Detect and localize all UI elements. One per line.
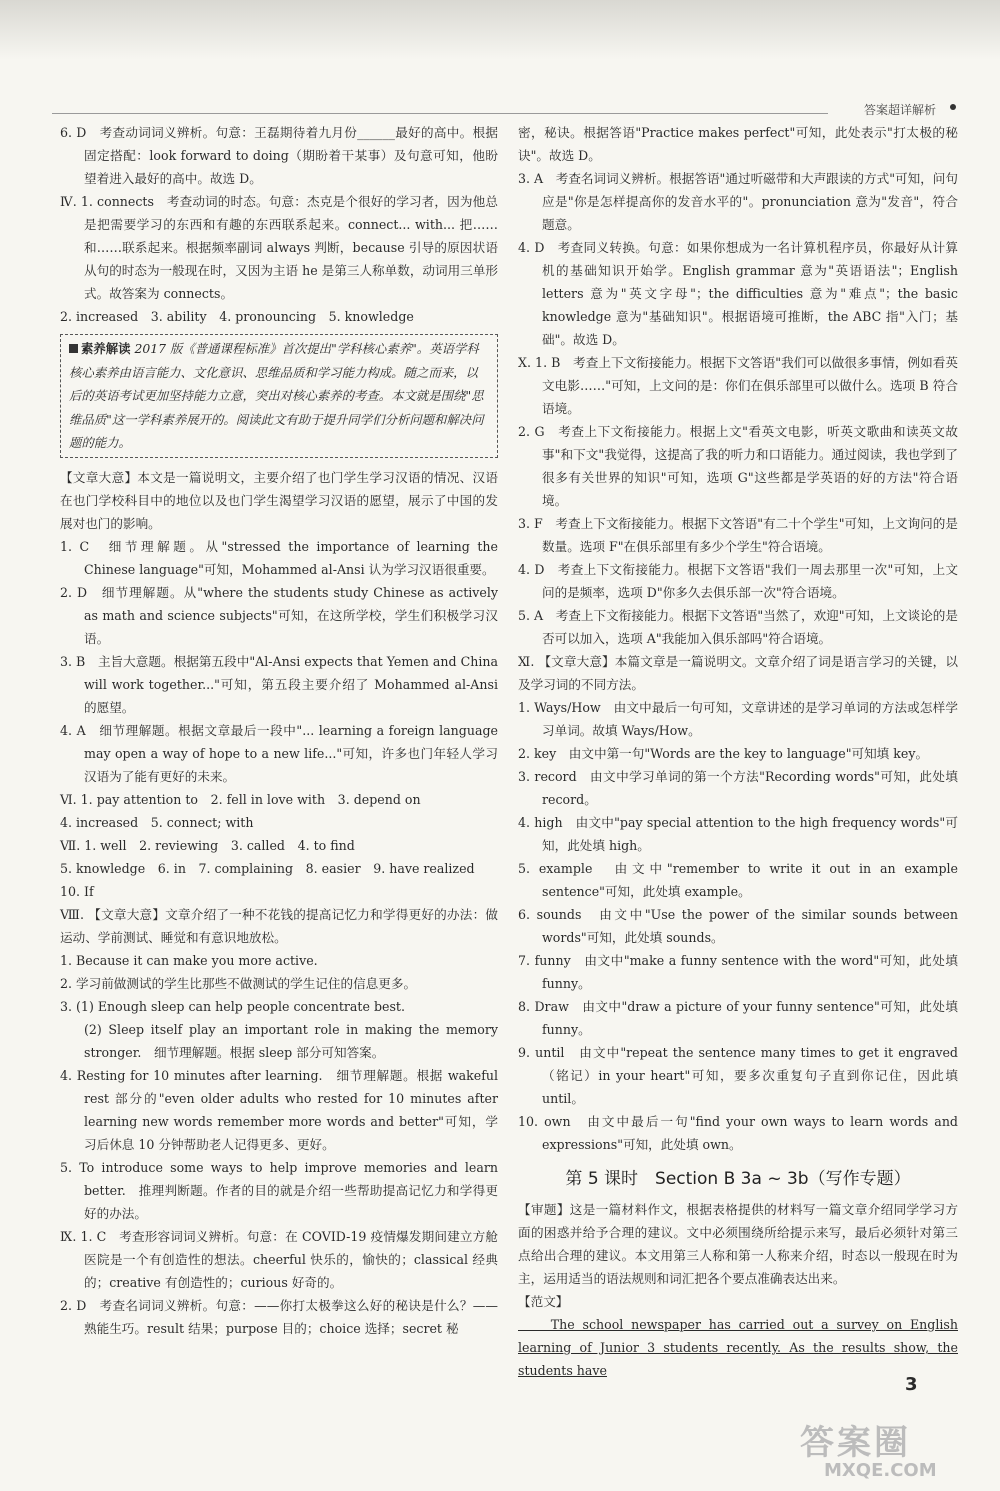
answer-item: 2. increased 3. ability 4. pronouncing 5. knowledge — [60, 309, 414, 324]
note-text: 2017 版《普通课程标准》首次提出"学科核心素养"。英语学科核心素养由语言能力、文化意识、思维品质和学习能力构成。随之而来，以后的英语考试更加坚持能力立意，突出对核心素养的考查。本文就是围绕"思维品质"这一学科素养展开的。阅读此文有助于提升同学们分析问题和解决问题的能力。 — [69, 341, 484, 450]
answer-item: 5. example 由文中"remember to write it out in an example sentence"可知，此处填 example。 — [518, 861, 958, 899]
literacy-note-box — [60, 334, 498, 458]
answer-item: 2. 学习前做测试的学生比那些不做测试的学生记住的信息更多。 — [60, 975, 417, 991]
header-rule — [52, 113, 828, 114]
answer-item: Ⅷ. 【文章大意】文章介绍了一种不花钱的提高记忆力和学得更好的办法：做运动、学前测试、睡觉和有意识地放松。 — [60, 906, 498, 945]
answer-item: 5. knowledge 6. in 7. complaining 8. easier 9. have realized — [60, 860, 475, 876]
answer-item: 10. If — [60, 883, 94, 899]
answer-item: 4. high 由文中"pay special attention to the high frequency words"可知，此处填 high。 — [518, 815, 958, 853]
answer-item: 4. D 考查上下文衔接能力。根据下文答语"我们一周去那里一次"可知，上文问的是频率，选项 D"你多久去俱乐部一次"符合语境。 — [518, 562, 958, 600]
answer-item: 1. Because it can make you more active. — [60, 952, 318, 968]
answer-item: Ⅸ. 1. C 考查形容词词义辨析。句意：在 COVID-19 疫情爆发期间建立方舱医院是一个有创造性的想法。cheerful 快乐的，愉快的；classical 经典的；creative 有创造性的；curious 好奇的。 — [60, 1228, 498, 1290]
answer-item: (2) Sleep itself play an important role in making the memory stronger. 细节理解题。根据 sleep 部分可知答案。 — [84, 1021, 498, 1060]
watermark-logo: 答案圈 — [800, 1423, 911, 1463]
page-number: 3 — [905, 1374, 918, 1395]
answer-item: 6. D 考查动词词义辨析。句意：王磊期待着九月份______最好的高中。根据固定搭配：look forward to doing（期盼着干某事）及句意可知，他盼望着进入最好的高中。故选 D。 — [60, 125, 498, 186]
right-column — [518, 121, 958, 1382]
answer-item: 9. until 由文中"repeat the sentence many times to get it engraved（铭记）in your heart"可知，要多次重复句子直到你记住，因此填 until。 — [518, 1045, 958, 1106]
answer-item: 1. C 细节理解题。从"stressed the importance of learning the Chinese language"可知，Mohammed al-Ansi 认为学习汉语很重要。 — [60, 538, 498, 577]
answer-item: 4. Resting for 10 minutes after learning. 细节理解题。根据 wakeful rest 部分的"even older adults who rested for 10 minutes after learning new words remember more words and better"可知，学习后休息 10 分钟帮助老人记得更多、更好。 — [60, 1067, 498, 1152]
answer-item: 【文章大意】本文是一篇说明文，主要介绍了也门学生学习汉语的情况、汉语在也门学校科目中的地位以及也门学生渴望学习汉语的愿望，展示了中国的发展对也门的影响。 — [60, 469, 498, 531]
answer-item: 3. record 由文中学习单词的第一个方法"Recording words"可知，此处填 record。 — [518, 769, 958, 807]
answer-item: 10. own 由文中最后一句"find your own ways to learn words and expressions"可知，此处填 own。 — [518, 1114, 958, 1152]
square-icon — [69, 344, 78, 353]
answer-item: 6. sounds 由文中"Use the power of the similar sounds between words"可知，此处填 sounds。 — [518, 907, 958, 945]
answer-item: 7. funny 由文中"make a funny sentence with the word"可知，此处填 funny。 — [518, 953, 958, 991]
header-dot-icon — [950, 104, 956, 110]
answer-item: 4. increased 5. connect; with — [60, 814, 254, 830]
answer-item: Ⅶ. 1. well 2. reviewing 3. called 4. to find — [60, 837, 355, 853]
answer-item: Ⅵ. 1. pay attention to 2. fell in love with 3. depend on — [60, 791, 421, 807]
model-essay-text: The school newspaper has carried out a survey on English learning of Junior 3 students recently. As the results show, the students have — [518, 1317, 958, 1378]
answer-item: Ⅹ. 1. B 考查上下文衔接能力。根据下文答语"我们可以做很多事情，例如看英文电影……"可知，上文问的是：你们在俱乐部里可以做什么。选项 B 符合语境。 — [518, 355, 958, 416]
review-paragraph: 【审题】这是一篇材料作文，根据表格提供的材料写一篇文章介绍同学学习方面的困惑并给予合理的建议。文中必须围绕所给提示来写，最后必须针对第三点给出合理的建议。本文用第三人称和第一人称来介绍，时态以一般现在时为主，运用适当的语法规则和词汇把各个要点准确表达出来。 — [518, 1202, 958, 1286]
answer-item: 4. D 考查同义转换。句意：如果你想成为一名计算机程序员，你最好从计算机的基础知识开始学。English grammar 意为"英语语法"；English letters 意为"英文字母"；the difficulties 意为"难点"；the basic knowledge 意为"基础知识"。根据语境可推断，the ABC 指"入门；基础"。故选 D。 — [518, 240, 958, 347]
answer-item: 2. D 考查名词词义辨析。句意：——你打太极拳这么好的秘诀是什么？——熟能生巧。result 结果；purpose 目的；choice 选择；secret 秘 — [60, 1297, 498, 1336]
watermark-url: MXQE.COM — [824, 1460, 937, 1481]
answer-item: 8. Draw 由文中"draw a picture of your funny sentence"可知，此处填 funny。 — [518, 999, 958, 1037]
answer-item: Ⅺ. 【文章大意】本篇文章是一篇说明文。文章介绍了词是语言学习的关键，以及学习词的不同方法。 — [518, 654, 958, 692]
note-label: 素养解读 — [81, 341, 131, 356]
answer-item: 5. To introduce some ways to help improve memories and learn better. 推理判断题。作者的目的就是介绍一些帮助提高记忆力和学得更好的办法。 — [60, 1159, 498, 1221]
answer-item: 4. A 细节理解题。根据文章最后一段中"... learning a foreign language may open a way of hope to a new life..."可知，许多也门年轻人学习汉语为了能有更好的未来。 — [60, 722, 498, 784]
answer-item: 1. Ways/How 由文中最后一句可知，文章讲述的是学习单词的方法或怎样学习单词。故填 Ways/How。 — [518, 700, 958, 738]
answer-item: 5. A 考查上下文衔接能力。根据下文答语"当然了，欢迎"可知，上文谈论的是否可以加入，选项 A"我能加入俱乐部吗"符合语境。 — [518, 608, 958, 646]
section-title: 第 5 课时 Section B 3a ~ 3b（写作专题） — [565, 1169, 911, 1189]
answer-item: 3. (1) Enough sleep can help people concentrate best. — [60, 998, 405, 1014]
model-essay-label: 【范文】 — [518, 1294, 569, 1309]
scan-shadow — [0, 0, 1000, 60]
answer-item: 2. D 细节理解题。从"where the students study Chinese as actively as math and science subjects"可知，在这所学校，学生们积极学习汉语。 — [60, 584, 498, 646]
answer-item: 3. A 考查名词词义辨析。根据答语"通过听磁带和大声跟读的方式"可知，问句应是"你是怎样提高你的发音水平的"。pronunciation 意为"发音"，符合题意。 — [518, 171, 958, 232]
answer-item: 密，秘诀。根据答语"Practice makes perfect"可知，此处表示"打太极的秘诀"。故选 D。 — [518, 125, 958, 163]
answer-item: Ⅳ. 1. connects 考查动词的时态。句意：杰克是个很好的学习者，因为他总是把需要学习的东西和有趣的东西联系起来。connect... with... 把……和……联系起来。根据频率副词 always 判断，because 引导的原因状语从句的时态为一般现在时，又因为主语 he 是第三人称单数，动词用三单形式。故答案为 connects。 — [60, 194, 498, 301]
answer-item: 2. key 由文中第一句"Words are the key to language"可知填 key。 — [518, 746, 929, 761]
left-column — [60, 121, 498, 1340]
header-title: 答案超详解析 — [863, 103, 936, 117]
answer-item: 2. G 考查上下文衔接能力。根据上文"看英文电影，听英文歌曲和读英文故事"和下文"我觉得，这提高了我的听力和口语能力。通过阅读，我也学到了很多有关世界的知识"可知，选项 G"这些都是学英语的好的方法"符合语境。 — [518, 424, 958, 508]
answer-item: 3. F 考查上下文衔接能力。根据下文答语"有二十个学生"可知，上文询问的是数量。选项 F"在俱乐部里有多少个学生"符合语境。 — [518, 516, 958, 554]
answer-item: 3. B 主旨大意题。根据第五段中"Al-Ansi expects that Yemen and China will work together..."可知，第五段主要介绍了 Mohammed al-Ansi 的愿望。 — [60, 653, 498, 715]
